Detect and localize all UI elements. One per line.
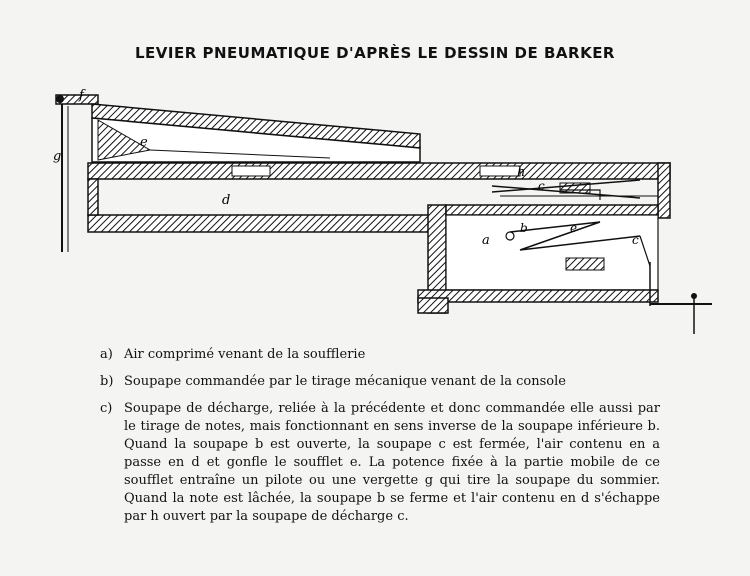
base-board (418, 290, 658, 302)
label-e: e (140, 135, 148, 150)
upper-board (88, 163, 670, 179)
legend-text-b: Soupape commandée par le tirage mécanique venant de la console (124, 374, 566, 389)
label-b: b (520, 221, 528, 235)
valve-b-pivot (506, 232, 514, 240)
tracker-ring (691, 293, 697, 299)
opening-d (232, 166, 270, 176)
legend-letter-c: c) (100, 401, 113, 416)
pillar-foot (418, 298, 448, 313)
label-c-upper: c (538, 179, 545, 193)
label-c-inner: c (632, 233, 639, 247)
lower-chamber (446, 215, 658, 290)
hinge-pin (56, 95, 64, 103)
label-h: h (517, 165, 526, 180)
legend-text-a: Air comprimé venant de la soufflerie (124, 347, 366, 362)
legend-item-c (100, 400, 660, 526)
label-d: d (222, 193, 231, 208)
legend-text-c: Soupape de décharge, reliée à la précédente et donc commandée elle aussi par le tirage de notes, mais fonctionnant en sens inverse de la soupape inférieure b. Quand la soupape b est ouverte, la soupape c est fermée, l'air contenu en a passe en d et gonfle le soufflet e. La potence fixée à la partie mobile de ce soufflet entraîne un pilote ou une vergette g qui tire la soupape du sommier. Quand la note est lâchée, la soupape b se ferme et l'air contenu en d s'échappe par h ouvert par la soupape de décharge c. (124, 401, 660, 524)
legend-item-a (100, 346, 660, 364)
label-f: f (79, 88, 84, 103)
legend-letter-a: a) (100, 347, 113, 362)
left-wall (88, 179, 98, 215)
legend-letter-b: b) (100, 374, 114, 389)
label-e-inner: e (570, 221, 578, 235)
page-title: LEVIER PNEUMATIQUE D'APRÈS LE DESSIN DE BARKER (135, 44, 615, 62)
exhaust-h (480, 166, 520, 176)
label-g: g (53, 149, 62, 164)
label-a: a (482, 233, 490, 248)
valve-b-block (566, 258, 604, 270)
legend-item-b (100, 373, 660, 391)
right-casing (658, 163, 670, 218)
lower-chamber-top (446, 205, 658, 215)
lower-board (88, 215, 444, 232)
